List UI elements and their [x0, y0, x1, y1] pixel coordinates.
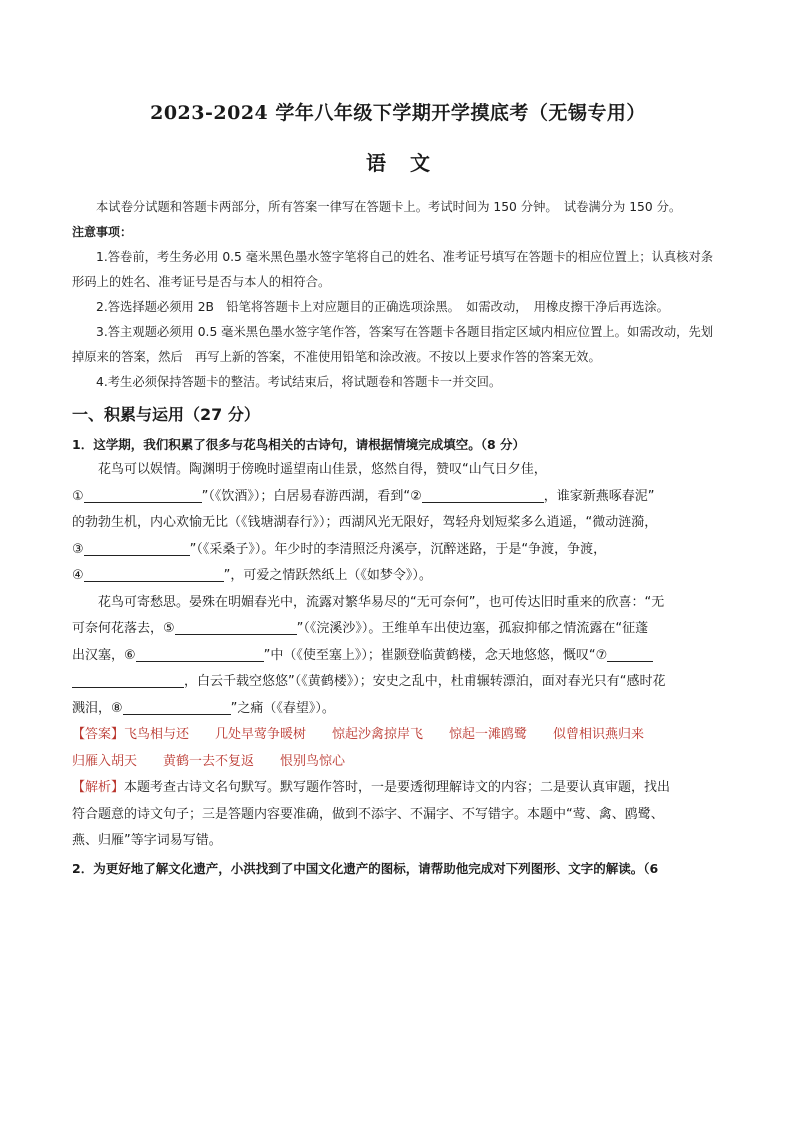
notice-item-2: 2.答选择题必须用 2B 铅笔将答题卡上对应题目的正确选项涂黑。 如需改动， 用橡皮擦干净后再选涂。: [96, 300, 669, 314]
question-2-title: 2．为更好地了解文化遗产，小洪找到了中国文化遗产的图标，请帮助他完成对下列图形、文字的解读。（6: [72, 860, 659, 876]
notice-item-1: 1.答卷前，考生务必用 0.5 毫米黑色墨水签字笔将自己的姓名、准考证号填写在答题卡的相应位置上；认真核对条形码上的姓名、准考证号是否与本人的相符合。: [72, 250, 714, 289]
fill-blank-5[interactable]: [175, 618, 297, 635]
analysis-text: 燕、归雁”等字词易写错。: [72, 833, 222, 848]
para-1-line: 花鸟可以娱情。陶渊明于傍晚时遥望南山佳景，悠然自得，赞叹“山气日夕佳，: [98, 462, 547, 477]
fill-blank-3[interactable]: [84, 539, 190, 556]
answer-text: 飞鸟相与还 几处早莺争暖树 惊起沙禽掠岸飞 惊起一滩鸥鹭 似曾相识燕归来: [124, 727, 645, 742]
exam-notice: [72, 195, 724, 395]
notice-item-3: 3.答主观题必须用 0.5 毫米黑色墨水签字笔作答，答案写在答题卡各题目指定区域内相应位置上。如需改动，先划掉原来的答案，然后 再写上新的答案，不准使用铅笔和涂改液。不按以上要求作答的答案无效。: [72, 325, 714, 364]
fill-blank-2[interactable]: [422, 486, 544, 503]
fill-blank-7a[interactable]: [607, 645, 653, 662]
answer-label: 【答案】: [72, 727, 125, 742]
fill-blank-7b[interactable]: [72, 671, 184, 688]
intro-text: 本试卷分试题和答题卡两部分，所有答案一律写在答题卡上。考试时间为 150 分钟。 试卷满分为 150 分。: [96, 200, 682, 214]
analysis-text: 本题考查古诗文名句默写。默写题作答时，一是要透彻理解诗文的内容；二是要认真审题，找出: [124, 780, 671, 795]
para-2-line: 花鸟可寄愁思。晏殊在明媚春光中，流露对繁华易尽的“无可奈何”，也可传达旧时重来的欣喜：“无: [98, 594, 665, 610]
para-1-line: 的勃勃生机，内心欢愉无比（《钱塘湖春行》）；西湖风光无限好，驾轻舟划短桨多么逍遥，“微动涟漪，: [72, 515, 658, 530]
exam-title: 2023-2024 学年八年级下学期开学摸底考（无锡专用）: [150, 102, 646, 124]
subject-char-1: 语: [366, 151, 386, 175]
para-1-line: ③ ”（《采桑子》）。年少时的李清照泛舟溪亭，沉醉迷路，于是“争渡，争渡，: [72, 537, 724, 564]
fill-blank-6[interactable]: [136, 645, 264, 662]
para-1-line: ① ”（《饮酒》）；白居易春游西湖，看到“② ，谁家新燕啄春泥”: [72, 484, 724, 511]
analysis-text: 符合题意的诗文句子；三是答题内容要准确，做到不添字、不漏字、不写错字。本题中“莺、禽、鸥鹭、: [72, 806, 664, 822]
question-1-body: [72, 457, 724, 855]
question-1-title: 1．这学期，我们积累了很多与花鸟相关的古诗句，请根据情境完成填空。（8 分）: [72, 437, 525, 452]
para-2-line: 出汉塞，⑥ ”中（《使至塞上》）；崔颢登临黄鹤楼，念天地悠悠，慨叹“⑦: [72, 643, 724, 670]
fill-blank-1[interactable]: [84, 486, 202, 503]
notice-head: 注意事项：: [72, 225, 133, 239]
subject-heading: [72, 147, 724, 176]
fill-blank-4[interactable]: [84, 565, 224, 582]
answer-text: 归雁入胡天 黄鹤一去不复返 恨别鸟惊心: [72, 753, 346, 769]
exam-page: [72, 98, 724, 881]
para-2-line: 溅泪，⑧ ”之痛（《春望》）。: [72, 696, 724, 723]
para-2-line: 可奈何花落去，⑤ ”（《浣溪沙》）。王维单车出使边塞，孤寂抑郁之情流露在“征蓬: [72, 616, 724, 643]
fill-blank-8[interactable]: [123, 698, 231, 715]
para-2-line: ，白云千载空悠悠”（《黄鹤楼》）；安史之乱中，杜甫辗转漂泊，面对春光只有“感时花: [72, 669, 724, 696]
analysis-block: [72, 775, 724, 855]
para-1-line: ④ ”，可爱之情跃然纸上（《如梦令》）。: [72, 563, 724, 590]
answer-block: [72, 722, 724, 775]
section-heading: 一、积累与运用（27 分）: [72, 405, 260, 424]
notice-item-4: 4.考生必须保持答题卡的整洁。考试结束后，将试题卷和答题卡一并交回。: [96, 375, 502, 389]
subject-char-2: 文: [410, 151, 430, 175]
analysis-label: 【解析】: [72, 780, 125, 795]
